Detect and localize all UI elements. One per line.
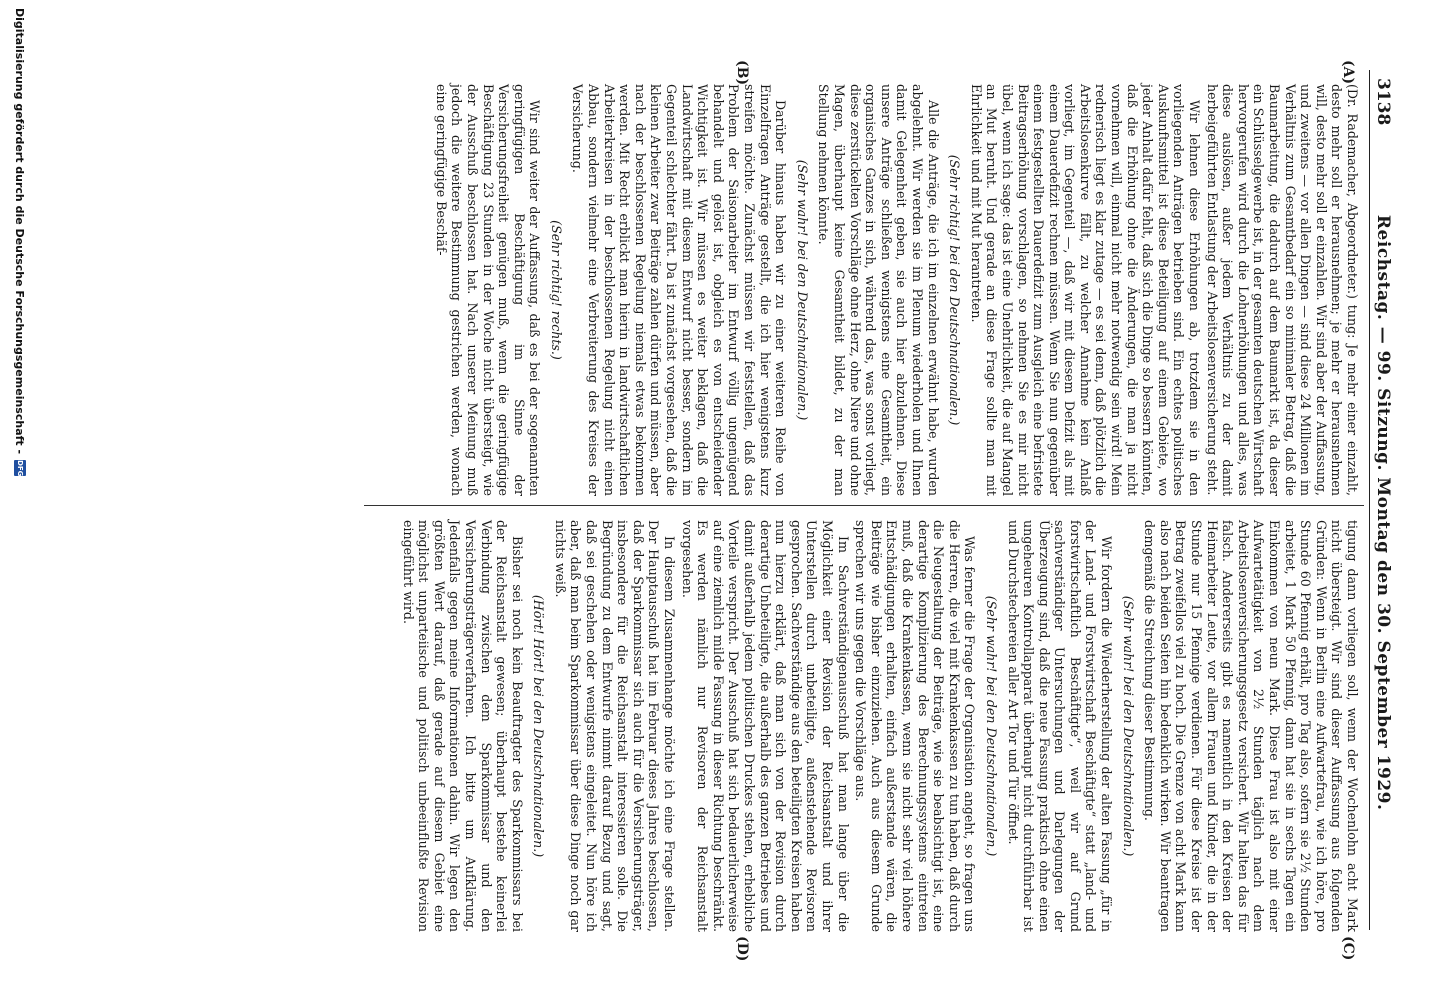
margin-marker-b: (B) — [734, 60, 750, 86]
dfg-logo-icon: DFG — [16, 460, 24, 477]
paragraph: Wir lehnen diese Erhöhungen ab, trotzdem sie in den vorliegenden Anträgen betrieben sind. Ein echtes politisches Auskunftsmittel ist diese Beteiligung auf einem Gebiete, wo jeder Anhalt dafür fehlt, daß sich die Dinge so bessern könnten, daß die Erhöhung ohne die Änderungen, die man ja nicht vornehmen will, einmal nicht mehr notwendig sein wird! Mein rednerisch liegt es klar zutage — es sei denn, daß plötzlich die Arbeitslosenkurve fällt, zu welcher Annahme kein Anlaß vorliegt, im Gegenteil —, daß wir mit diesem Defizit als mit einem Dauerdefizit rechnen müssen. Wenn Sie nun gegenüber einem festgestellten Dauerdefizit zum Ausgleich eine befristete Beitragserhöhung vorschlagen, so nehmen Sie es mir nicht übel, wenn ich sage: das ist eine Unehrlichkeit, die auf Mangel an Mut beruht. Und gerade an diese Frage sollte man mit Ehrlichkeit und mit Mut herantreten. — [968, 84, 1203, 496]
interjection: (Sehr wahr! bei den Deutschnationalen.) — [1120, 595, 1136, 857]
page-header — [1369, 70, 1394, 930]
interjection: (Sehr richtig! rechts.) — [548, 220, 564, 360]
paragraph: Was ferner die Frage der Organisation angeht, so fragen uns die Herren, die viel mit Krankenkassen zu tun haben, daß durch die Neugestaltung der Beiträge, wie sie beabsichtigt ist, eine derartige Komplizierung des Berechnungssystems eintreten muß, daß die Krankenkassen, wenn sie nicht sehr viel höhere Entschädigungen erhalten, einfach außerstande wären, die Beiträge wie bisher einzuziehen. Auch aus diesem Grunde sprechen wir uns gegen die Vorschläge aus. — [853, 520, 978, 932]
right-column — [398, 520, 1360, 932]
credit-text: Digitalisierung gefördert durch die Deutsche Forschungsgemeinschaft - — [13, 8, 27, 455]
paragraph: Wir fordern die Wiederherstellung der alten Fassung „für in der Land- und Forstwirtschaft Beschäftigte“ statt „land- und forstwirtschaftlich Beschäftigte“, weil wir auf Grund sachverständiger Untersuchungen und Darlegungen der Überzeugung sind, daß die neue Fassung praktisch ohne einen ungeheuren Kontrollapparat überhaupt nicht durchführbar ist und Durchstechereien aller Art Tor und Tür öffnet. — [1005, 520, 1115, 932]
interjection: (Sehr wahr! bei den Deutschnationalen.) — [983, 595, 999, 857]
interjection: (Sehr wahr! bei den Deutschnationalen.) — [794, 159, 810, 421]
paragraph: Alle die Anträge, die ich im einzelnen erwähnt habe, wurden abgelehnt. Wir werden sie im Plenum wiederholen und Ihnen damit Gelegenheit geben, sie auch hier abzulehnen. Diese unsere Anträge schließen wenigstens eine Gesamtheit, ein organisches Ganzes in sich, während das, was sonst vorliegt, diese zerstückelten Vorschläge ohne Herz, ohne Niere und ohne Magen, überhaupt keine Gesamtheit bildet, zu der man Stellung nehmen könnte. — [816, 84, 941, 496]
paragraph: Wir sind weiter der Auffassung, daß es bei der sogenannten geringfügigen Beschäftigung im Sinne der Versicherungsfreiheit genügen muß, wenn die geringfügige Beschäftigung 23 Stunden in der Woche nicht übersteigt, wie der Ausschuß beschlossen hat. Nach unserer Meinung muß jedoch die weitere Bestimmung gestrichen werden, wonach eine geringfügige Beschäf- — [433, 84, 543, 496]
paragraph: In diesem Zusammenhange möchte ich eine Frage stellen. Der Hauptausschuß hat im Februar dieses Jahres beschlossen, daß der Sparkommissar sich auch für die Versicherungsträger, insbesondere für die Reichsanstalt interessieren solle. Die Begründung zu dem Entwurfe nimmt darauf Bezug und sagt, daß sei geschehen oder wenigstens eingeleitet. Nun höre ich aber, daß man beim Sparkommissar über diese Dinge noch gar nichts weiß. — [552, 520, 678, 932]
interjection: (Hört! Hört! bei den Deutschnationalen.) — [531, 594, 547, 858]
page-number: 3138 — [1373, 78, 1393, 126]
paragraph: Im Sachverständigenausschuß hat man lange über die Möglichkeit einer Revision der Reichsanstalt und ihrer Unterstellen durch unbeteiligte, außenstehende Revisoren gesprochen. Sachverständige aus den beteiligten Kreisen haben nun hierzu erklärt, daß man sich von der Revision durch derartige Unbeteiligte, die außerhalb des ganzen Betriebes und damit außerhalb jedem politischen Druckes stehen, erhebliche Vorteile verspricht. Der Ausschuß hat sich bedauerlicherweise auf eine ziemlich milde Fassung in dieser Richtung beschränkt. Es werden nämlich nur Revisoren der Reichsanstalt vorgesehen. — [679, 520, 851, 932]
margin-marker-c: (C) — [1340, 936, 1356, 961]
left-column — [431, 84, 1360, 496]
interjection: (Sehr richtig! bei den Deutschnationalen.) — [947, 154, 963, 426]
margin-marker-d: (D) — [734, 936, 750, 962]
margin-marker-a: (A) — [1340, 60, 1356, 85]
page-title: Reichstag. — 99. Sitzung. Montag den 30. September 1929. — [1373, 214, 1393, 811]
paragraph: (Dr. Rademacher, Abgeordneter.) tung: Je mehr einer einzahlt, desto mehr soll er herausnehmen; je mehr er herausnehmen will, desto mehr soll er einzahlen. Wir sind aber der Auffassung, und zweitens — vor allen Dingen — sind diese 24 Millionen im Verhältnis zum Gesamtbedarf ein so minimaler Betrag, daß die Baumarbeitung, die dadurch auf dem Baumarkt ist, da dieser ein Schlüsselgewerbe ist, in der gesamten deutschen Wirtschaft hervorgerufen wird durch die Lohnerhöhungen und alles, was diese auslösen, außer jedem Verhältnis zu der damit herbeigeführten Entlastung der Arbeitslosenversicherung steht. — [1204, 84, 1360, 496]
paragraph: Bisher sei noch kein Beauftragter des Sparkommissars bei der Reichsanstalt gewesen; überhaupt bestehe keinerlei Verbindung zwischen dem Sparkommissar und den Versicherungsträgerverfahren. Ich bitte um Aufklärung. Jedenfalls gegen meine Informationen dahin. Wir legen den größten Wert darauf, daß gerade auf diesem Gebiet eine möglichst unparteiische und politisch unbeeinflußte Revision eingeführt wird. — [400, 520, 525, 932]
column-divider — [364, 505, 1364, 506]
paragraph: Darüber hinaus haben wir zu einer weiteren Reihe von Einzelfragen Anträge gestellt, die ich hier wenigstens kurz streifen möchte. Zunächst müssen wir feststellen, daß das Problem der Saisonarbeiter im Entwurf völlig ungenügend behandelt und gelöst ist, obgleich es von entscheidender Wichtigkeit ist. Wir müssen es weiter beklagen, daß die Landwirtschaft mit diesem Entwurf nicht besser, sondern im Gegenteil schlechter fährt. Da ist zunächst vorgesehen, daß die kleinen Arbeiter zwar Beiträge zahlen dürfen und müssen, aber nach der beschlossenen Regelung niemals etwas bekommen werden. Mit Recht erblickt man hierin in landwirtschaftlichen Arbeiterkreisen in der beschlossenen Regelung nicht einen Abbau, sondern vielmehr eine Verbreiterung des Kreises der Versicherung. — [570, 84, 789, 496]
digitization-credit — [10, 0, 30, 1008]
paragraph: tigung dann vorliegen soll, wenn der Wochenlohn acht Mark nicht übersteigt. Wir sind dieser Auffassung aus folgenden Gründen: Wenn in Berlin eine Aufwartefrau, wie ich höre, pro Stunde 60 Pfennig erhält, pro Tag also, sofern sie 2½ Stunden arbeitet, 1 Mark 50 Pfennig, dann hat sie in sechs Tagen ein Einkommen von neun Mark. Diese Frau ist also mit einer Aufwartetätigkeit von 2½ Stunden täglich nach dem Arbeitslosenversicherungsgesetz versichert. Wir halten das für falsch. Andererseits gibt es namentlich in den Kreisen der Heimarbeiter Leute, vor allem Frauen und Kinder, die in der Stunde nur 15 Pfennige verdienen. Für diese Kreise ist der Betrag zweifellos viel zu hoch. Die Grenze von acht Mark kann also nach beiden Seiten hin bedenklich wirken. Wir beantragen demgemäß die Streichung dieser Bestimmung. — [1142, 520, 1360, 932]
